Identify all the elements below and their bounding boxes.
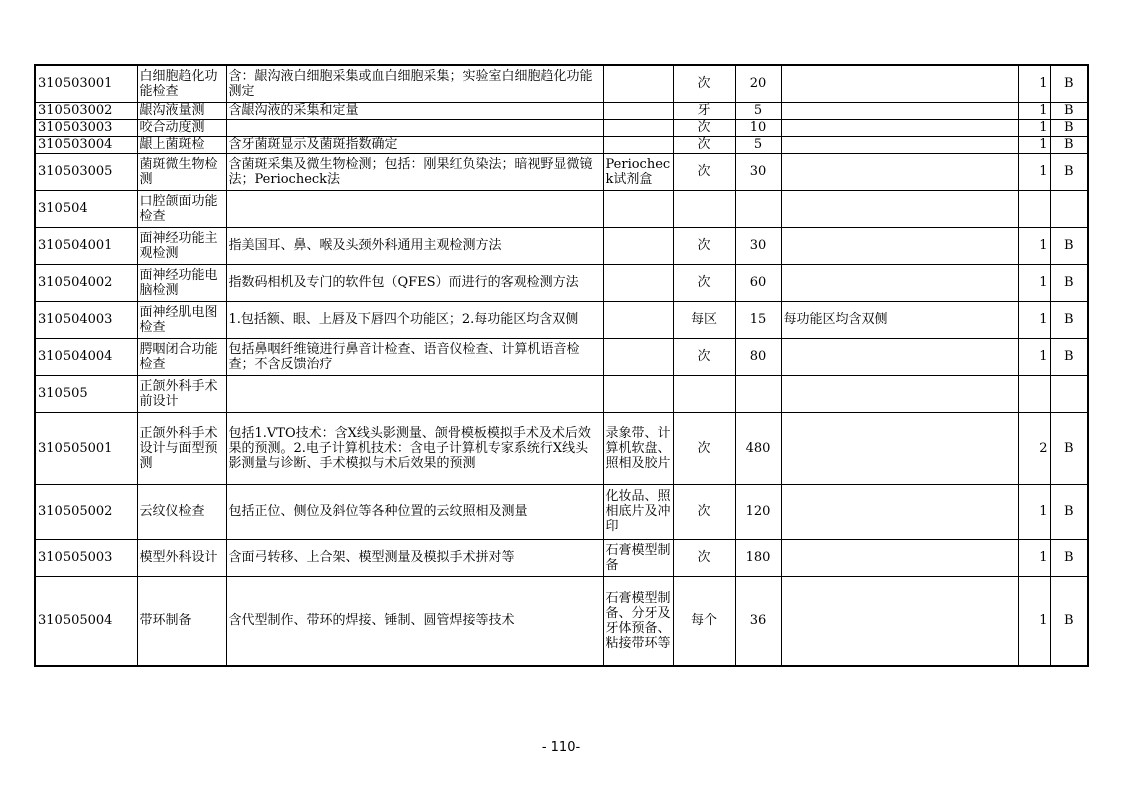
table-row — [35, 227, 1088, 264]
item-ratio: 1 — [1018, 576, 1050, 666]
item-unit — [673, 375, 735, 412]
item-excluded-material — [603, 264, 673, 301]
table-row — [35, 301, 1088, 338]
item-note — [781, 484, 1018, 539]
item-content: 1.包括额、眼、上唇及下唇四个功能区；2.每功能区均含双侧 — [226, 301, 603, 338]
item-price — [735, 375, 781, 412]
item-grade — [1050, 190, 1088, 227]
item-content: 包括鼻咽纤维镜进行鼻音计检查、语音仪检查、计算机语音检查；不含反馈治疗 — [226, 338, 603, 375]
item-unit: 次 — [673, 153, 735, 190]
table-row — [35, 190, 1088, 227]
item-name: 模型外科设计 — [137, 539, 226, 576]
item-grade: B — [1050, 264, 1088, 301]
item-price: 180 — [735, 539, 781, 576]
item-grade: B — [1050, 412, 1088, 484]
item-note — [781, 190, 1018, 227]
item-price: 480 — [735, 412, 781, 484]
item-name: 带环制备 — [137, 576, 226, 666]
item-ratio: 1 — [1018, 338, 1050, 375]
item-code: 310505003 — [35, 539, 137, 576]
table-row — [35, 136, 1088, 153]
item-ratio: 1 — [1018, 102, 1050, 119]
item-excluded-material: Periocheck试剂盒 — [603, 153, 673, 190]
item-excluded-material — [603, 301, 673, 338]
item-code: 310503003 — [35, 119, 137, 136]
item-unit: 次 — [673, 484, 735, 539]
item-note — [781, 102, 1018, 119]
item-note — [781, 375, 1018, 412]
item-content: 包括1.VTO技术：含X线头影测量、颌骨模板模拟手术及术后效果的预测。2.电子计算机技术：含电子计算机专家系统行X线头影测量与诊断、手术模拟与术后效果的预测 — [226, 412, 603, 484]
table-row — [35, 375, 1088, 412]
item-note — [781, 338, 1018, 375]
item-code: 310504003 — [35, 301, 137, 338]
item-code: 310503005 — [35, 153, 137, 190]
item-unit: 次 — [673, 65, 735, 102]
table-row — [35, 338, 1088, 375]
item-code: 310503001 — [35, 65, 137, 102]
item-ratio: 1 — [1018, 227, 1050, 264]
item-content — [226, 119, 603, 136]
item-unit: 次 — [673, 136, 735, 153]
table-row — [35, 412, 1088, 484]
table-row — [35, 102, 1088, 119]
item-price: 36 — [735, 576, 781, 666]
item-name: 腭咽闭合功能检查 — [137, 338, 226, 375]
item-code: 310504002 — [35, 264, 137, 301]
item-grade: B — [1050, 484, 1088, 539]
item-price: 30 — [735, 227, 781, 264]
item-note — [781, 227, 1018, 264]
item-content — [226, 375, 603, 412]
table-row — [35, 539, 1088, 576]
item-content — [226, 190, 603, 227]
item-ratio: 1 — [1018, 301, 1050, 338]
item-note — [781, 576, 1018, 666]
item-note — [781, 153, 1018, 190]
table-row — [35, 484, 1088, 539]
item-grade: B — [1050, 119, 1088, 136]
item-grade: B — [1050, 338, 1088, 375]
item-code: 310505002 — [35, 484, 137, 539]
item-name: 口腔颌面功能检查 — [137, 190, 226, 227]
item-excluded-material: 化妆品、照相底片及冲印 — [603, 484, 673, 539]
item-note — [781, 119, 1018, 136]
item-note — [781, 264, 1018, 301]
item-name: 面神经功能主观检测 — [137, 227, 226, 264]
item-name: 菌斑微生物检测 — [137, 153, 226, 190]
item-name: 云纹仪检查 — [137, 484, 226, 539]
item-note: 每功能区均含双侧 — [781, 301, 1018, 338]
item-ratio: 1 — [1018, 65, 1050, 102]
item-note — [781, 136, 1018, 153]
item-content: 含代型制作、带环的焊接、锤制、圆管焊接等技术 — [226, 576, 603, 666]
item-unit: 次 — [673, 539, 735, 576]
item-grade: B — [1050, 136, 1088, 153]
item-unit: 牙 — [673, 102, 735, 119]
table-row — [35, 65, 1088, 102]
item-excluded-material — [603, 338, 673, 375]
item-content: 含菌斑采集及微生物检测；包括：刚果红负染法；暗视野显微镜法；Periocheck法 — [226, 153, 603, 190]
item-excluded-material — [603, 227, 673, 264]
item-unit: 次 — [673, 264, 735, 301]
item-code: 310503002 — [35, 102, 137, 119]
item-name: 白细胞趋化功能检查 — [137, 65, 226, 102]
item-content: 指美国耳、鼻、喉及头颈外科通用主观检测方法 — [226, 227, 603, 264]
item-unit: 次 — [673, 338, 735, 375]
item-name: 正颌外科手术设计与面型预测 — [137, 412, 226, 484]
item-code: 310503004 — [35, 136, 137, 153]
table-row — [35, 264, 1088, 301]
item-price: 5 — [735, 136, 781, 153]
item-unit: 次 — [673, 119, 735, 136]
item-ratio: 1 — [1018, 264, 1050, 301]
item-grade: B — [1050, 301, 1088, 338]
item-excluded-material — [603, 136, 673, 153]
item-grade: B — [1050, 227, 1088, 264]
item-unit — [673, 190, 735, 227]
item-content: 包括正位、侧位及斜位等各种位置的云纹照相及测量 — [226, 484, 603, 539]
table-row — [35, 153, 1088, 190]
item-price: 120 — [735, 484, 781, 539]
item-content: 指数码相机及专门的软件包（QFES）而进行的客观检测方法 — [226, 264, 603, 301]
item-ratio: 2 — [1018, 412, 1050, 484]
item-code: 310505004 — [35, 576, 137, 666]
item-code: 310505 — [35, 375, 137, 412]
item-price: 60 — [735, 264, 781, 301]
item-content: 含牙菌斑显示及菌斑指数确定 — [226, 136, 603, 153]
item-price: 15 — [735, 301, 781, 338]
item-note — [781, 412, 1018, 484]
item-price: 80 — [735, 338, 781, 375]
item-content: 含：龈沟液白细胞采集或血白细胞采集；实验室白细胞趋化功能测定 — [226, 65, 603, 102]
item-price: 5 — [735, 102, 781, 119]
item-name: 正颌外科手术前设计 — [137, 375, 226, 412]
item-ratio: 1 — [1018, 484, 1050, 539]
item-grade: B — [1050, 576, 1088, 666]
item-name: 面神经功能电脑检测 — [137, 264, 226, 301]
item-ratio: 1 — [1018, 153, 1050, 190]
item-price: 10 — [735, 119, 781, 136]
item-grade: B — [1050, 102, 1088, 119]
item-excluded-material — [603, 119, 673, 136]
item-excluded-material — [603, 190, 673, 227]
item-name: 咬合动度测 — [137, 119, 226, 136]
table-row — [35, 119, 1088, 136]
item-price: 20 — [735, 65, 781, 102]
item-unit: 每区 — [673, 301, 735, 338]
item-code: 310504004 — [35, 338, 137, 375]
item-unit: 次 — [673, 412, 735, 484]
fee-table — [34, 64, 1089, 667]
item-code: 310505001 — [35, 412, 137, 484]
item-name: 龈沟液量测 — [137, 102, 226, 119]
item-price: 30 — [735, 153, 781, 190]
item-price — [735, 190, 781, 227]
item-excluded-material: 录象带、计算机软盘、照相及胶片 — [603, 412, 673, 484]
item-grade: B — [1050, 539, 1088, 576]
item-content: 含面弓转移、上合架、模型测量及模拟手术拼对等 — [226, 539, 603, 576]
item-grade: B — [1050, 65, 1088, 102]
item-ratio — [1018, 190, 1050, 227]
item-ratio: 1 — [1018, 136, 1050, 153]
item-unit: 次 — [673, 227, 735, 264]
item-excluded-material — [603, 65, 673, 102]
item-ratio: 1 — [1018, 119, 1050, 136]
item-grade — [1050, 375, 1088, 412]
item-excluded-material: 石膏模型制备 — [603, 539, 673, 576]
item-name: 龈上菌斑检 — [137, 136, 226, 153]
item-excluded-material — [603, 102, 673, 119]
page-number: - 110- — [541, 740, 581, 755]
item-excluded-material: 石膏模型制备、分牙及牙体预备、粘接带环等 — [603, 576, 673, 666]
item-note — [781, 539, 1018, 576]
item-code: 310504001 — [35, 227, 137, 264]
item-ratio: 1 — [1018, 539, 1050, 576]
item-unit: 每个 — [673, 576, 735, 666]
item-name: 面神经肌电图检查 — [137, 301, 226, 338]
item-content: 含龈沟液的采集和定量 — [226, 102, 603, 119]
item-note — [781, 65, 1018, 102]
item-excluded-material — [603, 375, 673, 412]
item-code: 310504 — [35, 190, 137, 227]
item-ratio — [1018, 375, 1050, 412]
table-row — [35, 576, 1088, 666]
item-grade: B — [1050, 153, 1088, 190]
